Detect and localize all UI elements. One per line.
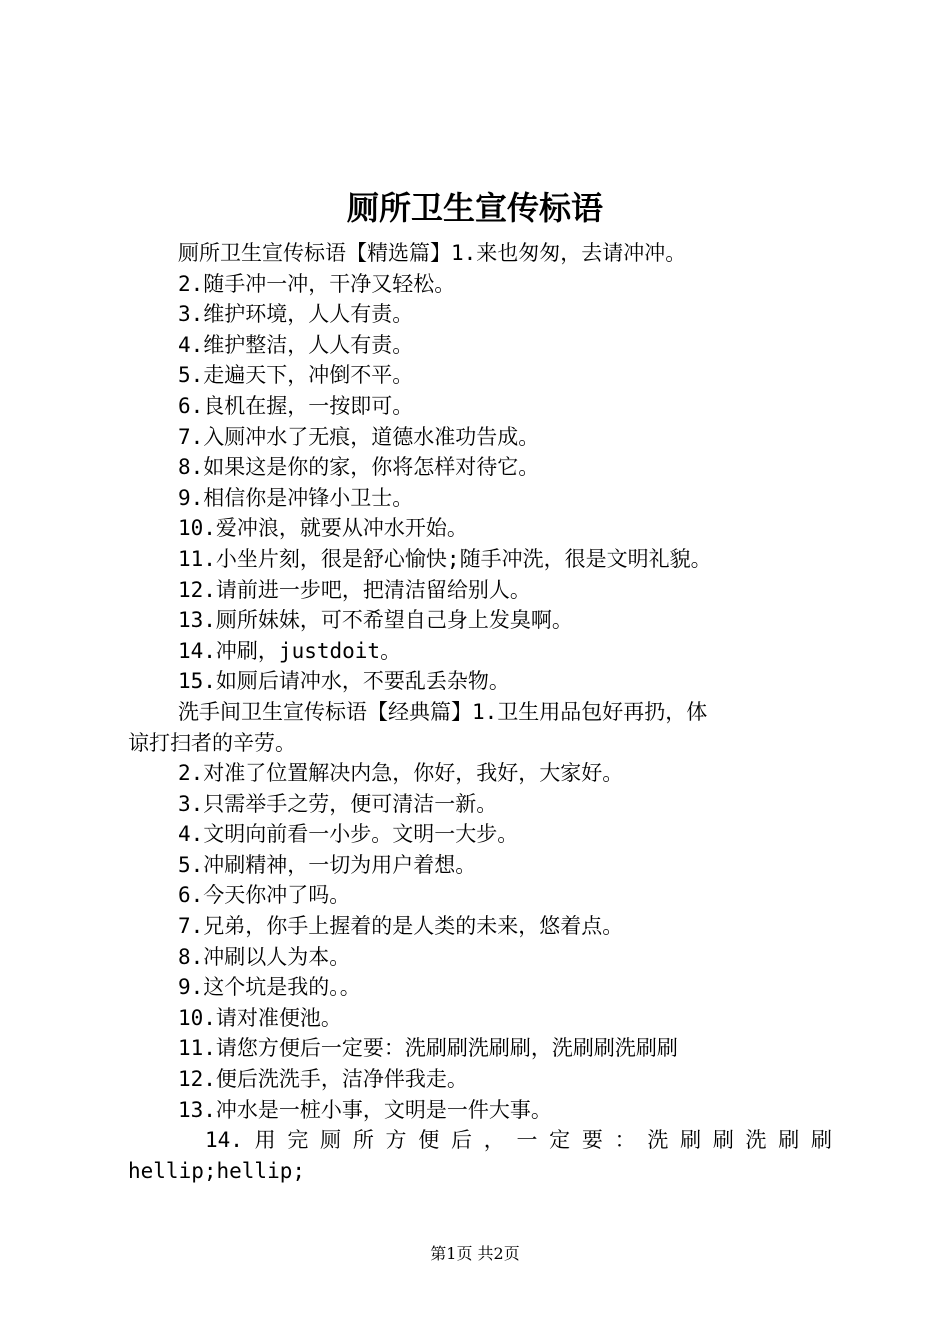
paragraph-line: 8.冲刷以人为本。 (178, 944, 351, 969)
paragraph-line: 10.爱冲浪，就要从冲水开始。 (178, 516, 468, 541)
paragraph-line: 3.只需举手之劳，便可清洁一新。 (178, 791, 498, 816)
document-body (128, 238, 832, 1186)
paragraph-line: 9.相信你是冲锋小卫士。 (178, 485, 414, 510)
page-number-footer: 第1页 共2页 (430, 1244, 520, 1263)
paragraph-line: 14.冲刷，justdoit。 (178, 638, 402, 663)
paragraph-line: 13.冲水是一桩小事，文明是一件大事。 (178, 1097, 552, 1122)
paragraph-line: 4.维护整洁，人人有责。 (178, 332, 414, 357)
document-title: 厕所卫生宣传标语 (346, 189, 603, 227)
paragraph-line: 14.用完厕所方便后，一定要：洗刷刷洗刷刷 (205, 1128, 832, 1153)
paragraph-line: 9.这个坑是我的。。 (178, 975, 361, 1000)
paragraph-line: 13.厕所妹妹，可不希望自己身上发臭啊。 (178, 608, 573, 633)
paragraph-line: 11.小坐片刻，很是舒心愉快;随手冲洗，很是文明礼貌。 (178, 546, 712, 571)
paragraph-line: 7.入厕冲水了无痕，道德水准功告成。 (178, 424, 540, 449)
paragraph-line: 4.文明向前看一小步。文明一大步。 (178, 822, 519, 847)
paragraph-line: 11.请您方便后一定要：洗刷刷洗刷刷，洗刷刷洗刷刷 (178, 1036, 678, 1061)
paragraph-line: 6.良机在握，一按即可。 (178, 393, 414, 418)
paragraph-line: 12.请前进一步吧，把清洁留给别人。 (178, 577, 531, 602)
paragraph-line: 6.今天你冲了吗。 (178, 883, 351, 908)
paragraph-line: 3.维护环境，人人有责。 (178, 302, 414, 327)
paragraph-line: 12.便后洗洗手，洁净伴我走。 (178, 1067, 468, 1092)
paragraph-line: hellip;hellip; (128, 1158, 306, 1183)
paragraph-line: 2.随手冲一冲，干净又轻松。 (178, 271, 456, 296)
paragraph-line: 洗手间卫生宣传标语【经典篇】1.卫生用品包好再扔，体 (178, 699, 708, 724)
paragraph-line: 10.请对准便池。 (178, 1005, 342, 1030)
paragraph-line: 5.冲刷精神，一切为用户着想。 (178, 852, 477, 877)
paragraph-line: 15.如厕后请冲水，不要乱丢杂物。 (178, 669, 510, 694)
paragraph-line: 7.兄弟，你手上握着的是人类的未来，悠着点。 (178, 914, 624, 939)
paragraph-line: 8.如果这是你的家，你将怎样对待它。 (178, 455, 540, 480)
paragraph-line: 2.对准了位置解决内急，你好，我好，大家好。 (178, 761, 624, 786)
paragraph-line: 5.走遍天下，冲倒不平。 (178, 363, 414, 388)
paragraph-line: 厕所卫生宣传标语【精选篇】1.来也匆匆，去请冲冲。 (178, 241, 687, 265)
paragraph-line: 谅打扫者的辛劳。 (128, 730, 296, 755)
